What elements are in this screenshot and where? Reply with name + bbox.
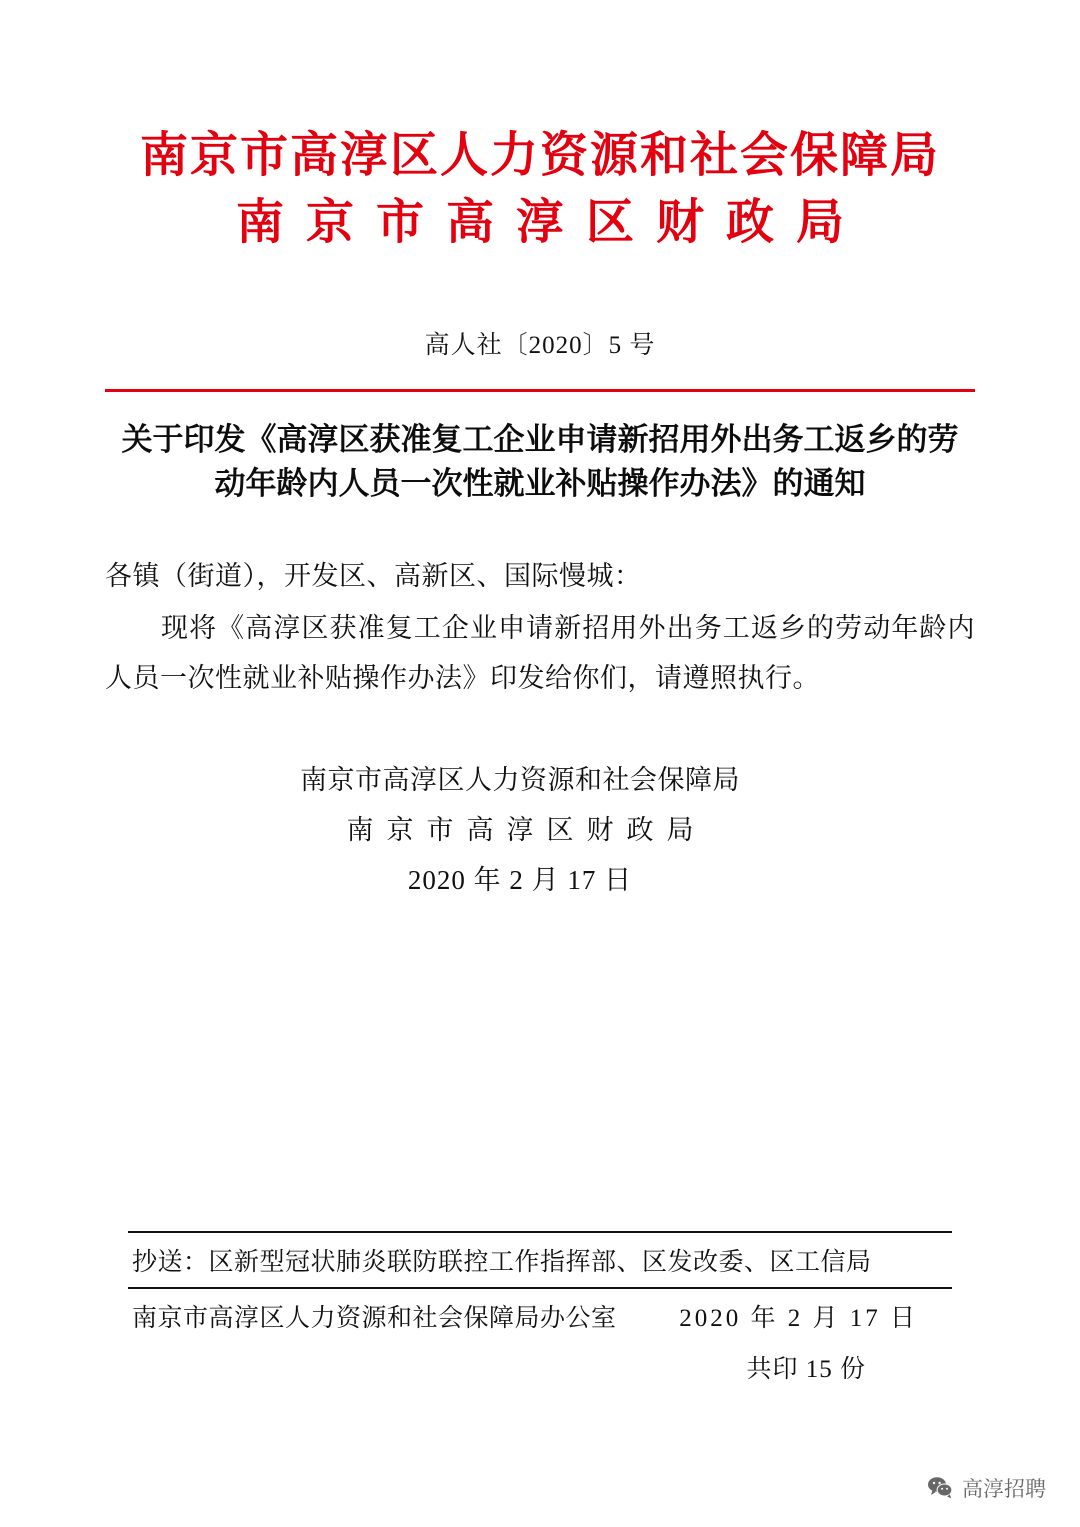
signing-date: 2020 年 2 月 17 日 xyxy=(407,864,633,895)
print-date: 2020 年 2 月 17 日 xyxy=(679,1305,918,1332)
body-paragraph: 现将《高淳区获准复工企业申请新招用外出务工返乡的劳动年龄内人员一次性就业补贴操作办法》印发给你们，请遵照执行。 xyxy=(105,613,975,694)
wechat-account-name: 高淳招聘 xyxy=(962,1478,1046,1501)
document-number: 高人社〔2020〕5 号 xyxy=(424,332,656,360)
document-body xyxy=(105,552,975,704)
cc-text: 抄送：区新型冠状肺炎联防联控工作指挥部、区发改委、区工信局 xyxy=(132,1249,872,1276)
wechat-icon xyxy=(927,1475,953,1501)
distribution-footer xyxy=(128,1231,952,1385)
signing-organization-1: 南京市高淳区人力资源和社会保障局 xyxy=(300,765,740,796)
cc-row xyxy=(128,1233,952,1287)
letterhead-line-1: 南京市高淳区人力资源和社会保障局 xyxy=(139,129,940,182)
signing-organization-2: 南京市高淳区财政局 xyxy=(346,815,707,846)
wechat-watermark xyxy=(927,1473,1046,1503)
red-separator-rule xyxy=(105,389,975,392)
salutation: 各镇（街道），开发区、高新区、国际慢城： xyxy=(105,561,642,592)
issuing-office-row xyxy=(128,1289,952,1343)
letterhead xyxy=(105,0,975,251)
letterhead-line-2: 南京市高淳区财政局 xyxy=(235,195,866,249)
copies-printed: 共印 15 份 xyxy=(746,1356,866,1383)
document-title: 关于印发《高淳区获准复工企业申请新招用外出务工返乡的劳动年龄内人员一次性就业补贴操作办法》的通知 xyxy=(121,422,959,502)
issuing-office: 南京市高淳区人力资源和社会保障局办公室 xyxy=(132,1305,617,1332)
signature-block xyxy=(105,756,975,906)
